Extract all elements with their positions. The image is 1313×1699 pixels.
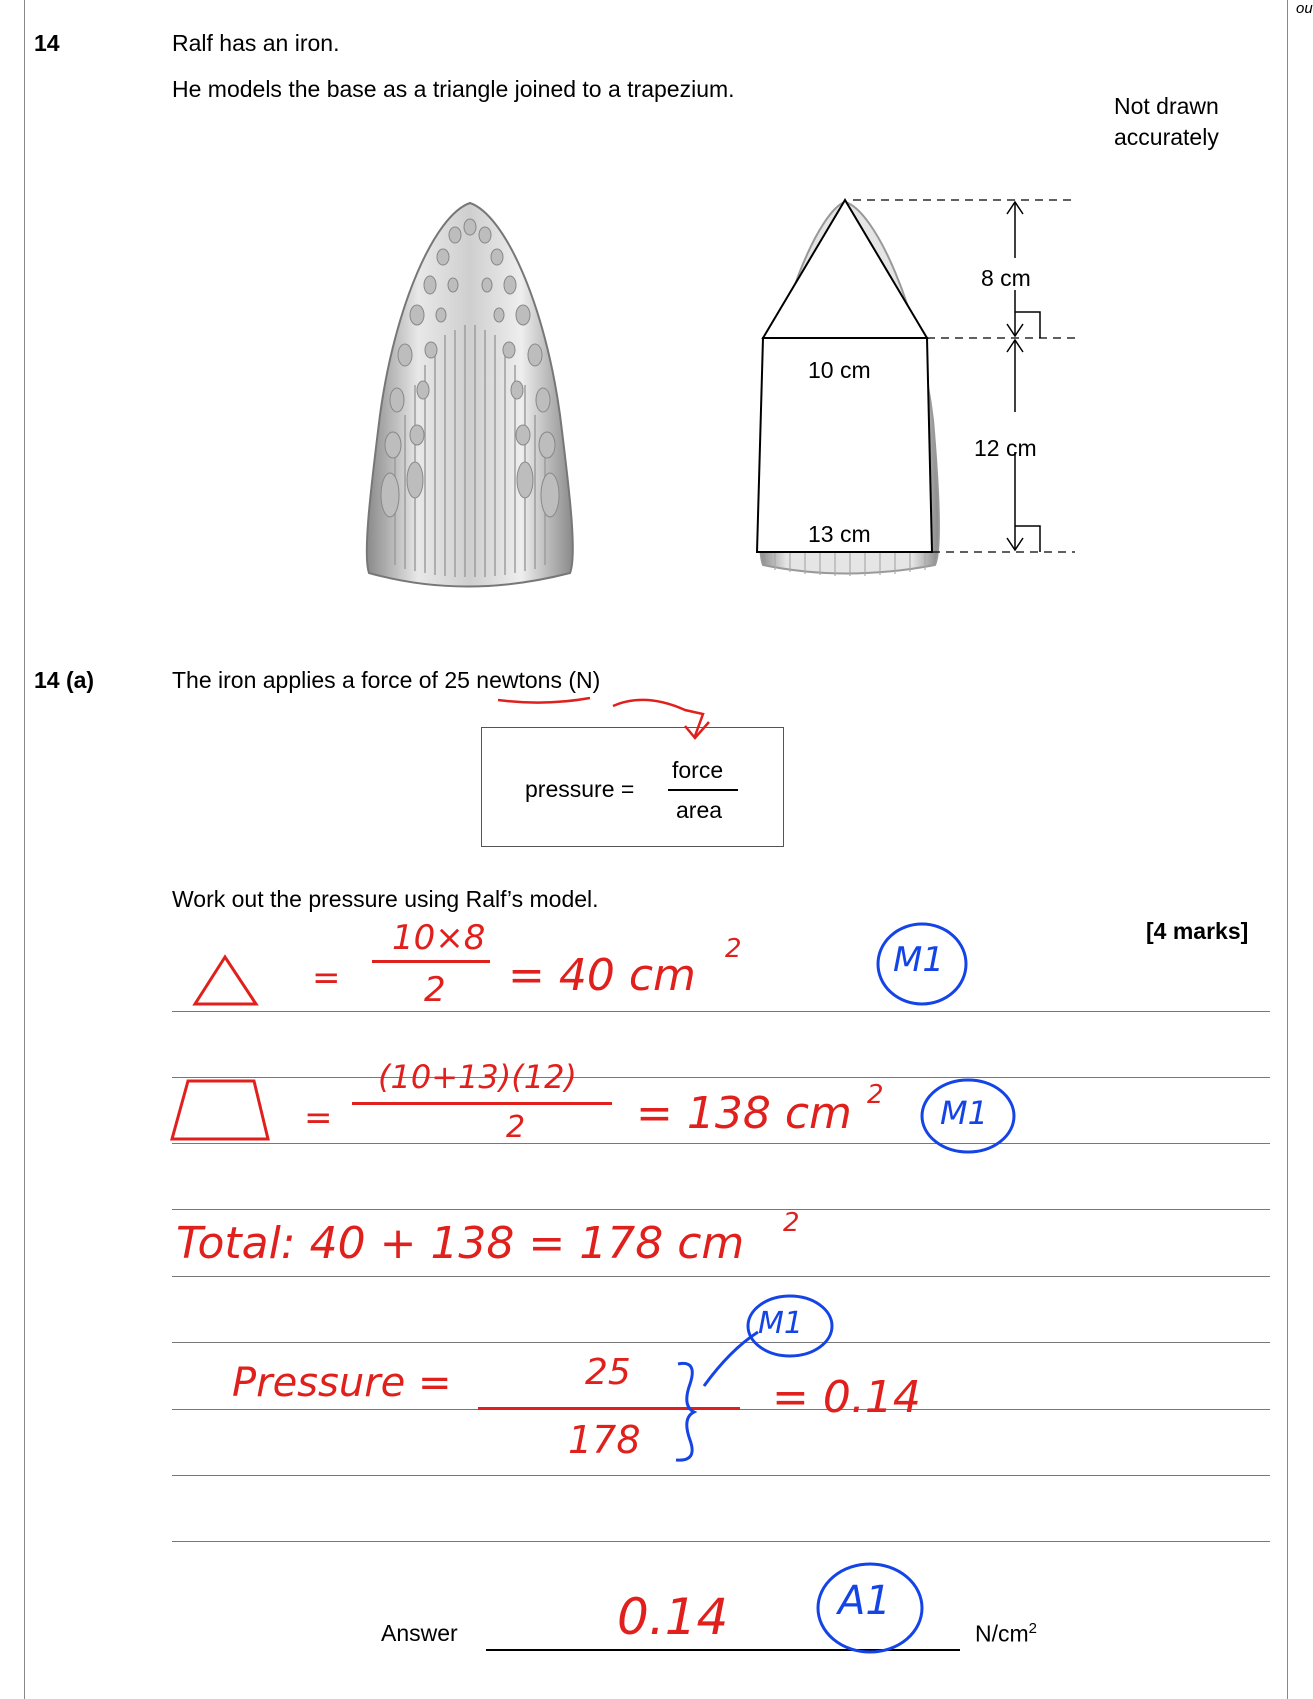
formula-fraction-bar [668,789,738,791]
iron-photo [355,195,585,595]
work2-equals: = [304,1098,333,1138]
question-line-1: Ralf has an iron. [172,30,340,56]
not-drawn-note [1114,91,1219,153]
trapezium-symbol [168,1075,278,1145]
work2-fraction-bar [352,1102,612,1105]
answer-unit-sup: 2 [1028,1620,1038,1637]
not-drawn-line-2: accurately [1114,124,1219,150]
not-drawn-line-1: Not drawn [1114,93,1219,119]
work3-superscript: 2 [783,1208,800,1238]
ruled-line [172,1209,1270,1210]
part-a-instruction: Work out the pressure using Ralf’s model. [172,886,599,912]
work2-mark: M1 [940,1094,988,1132]
work3-total: Total: 40 + 138 = 178 cm [176,1218,745,1269]
label-8cm: 8 cm [981,265,1031,291]
answer-unit-text: N/cm [975,1620,1029,1647]
left-margin-line [24,0,25,1699]
formula-denominator: area [676,797,723,823]
label-13cm: 13 cm [808,521,871,547]
ruled-line [172,1011,1270,1012]
marks-label: [4 marks] [1146,918,1249,944]
work4-label: Pressure = [232,1360,452,1406]
work1-superscript: 2 [725,934,742,964]
work1-equals: = [312,958,341,998]
work4-numerator: 25 [585,1352,631,1393]
work2-denominator: 2 [506,1110,526,1145]
ruled-line [172,1541,1270,1542]
work1-mark: M1 [893,940,944,980]
work2-result: = 138 cm [636,1088,852,1139]
answer-mark: A1 [838,1578,891,1624]
formula-numerator: force [672,757,724,783]
work1-fraction-bar [372,960,490,963]
ruled-line [172,1475,1270,1476]
work2-superscript: 2 [867,1080,884,1110]
answer-value: 0.14 [617,1588,729,1646]
ruled-line [172,1143,1270,1144]
iron-model-diagram [735,190,1075,590]
work1-result: = 40 cm [508,950,696,1001]
right-margin-line [1287,0,1288,1699]
work4-result: = 0.14 [772,1372,921,1423]
label-12cm: 12 cm [974,435,1037,461]
work2-numerator: (10+13)(12) [378,1058,577,1096]
part-a-intro: The iron applies a force of 25 newtons (N) [172,667,601,693]
corner-text: ou [1296,0,1313,17]
ruled-line [172,1077,1270,1078]
work1-numerator: 10×8 [392,918,486,958]
triangle-symbol [190,952,260,1012]
answer-unit [975,1620,1037,1648]
model-triangle [763,200,927,338]
formula-lhs: pressure = [525,776,635,802]
part-a-label: 14 (a) [34,667,95,693]
work4-mark: M1 [758,1306,803,1341]
answer-label: Answer [381,1620,458,1646]
question-line-2: He models the base as a triangle joined to a trapezium. [172,76,735,102]
work1-denominator: 2 [424,970,446,1010]
question-number: 14 [34,30,60,56]
work4-denominator: 178 [568,1418,641,1462]
ruled-line [172,1276,1270,1277]
label-10cm: 10 cm [808,357,871,383]
